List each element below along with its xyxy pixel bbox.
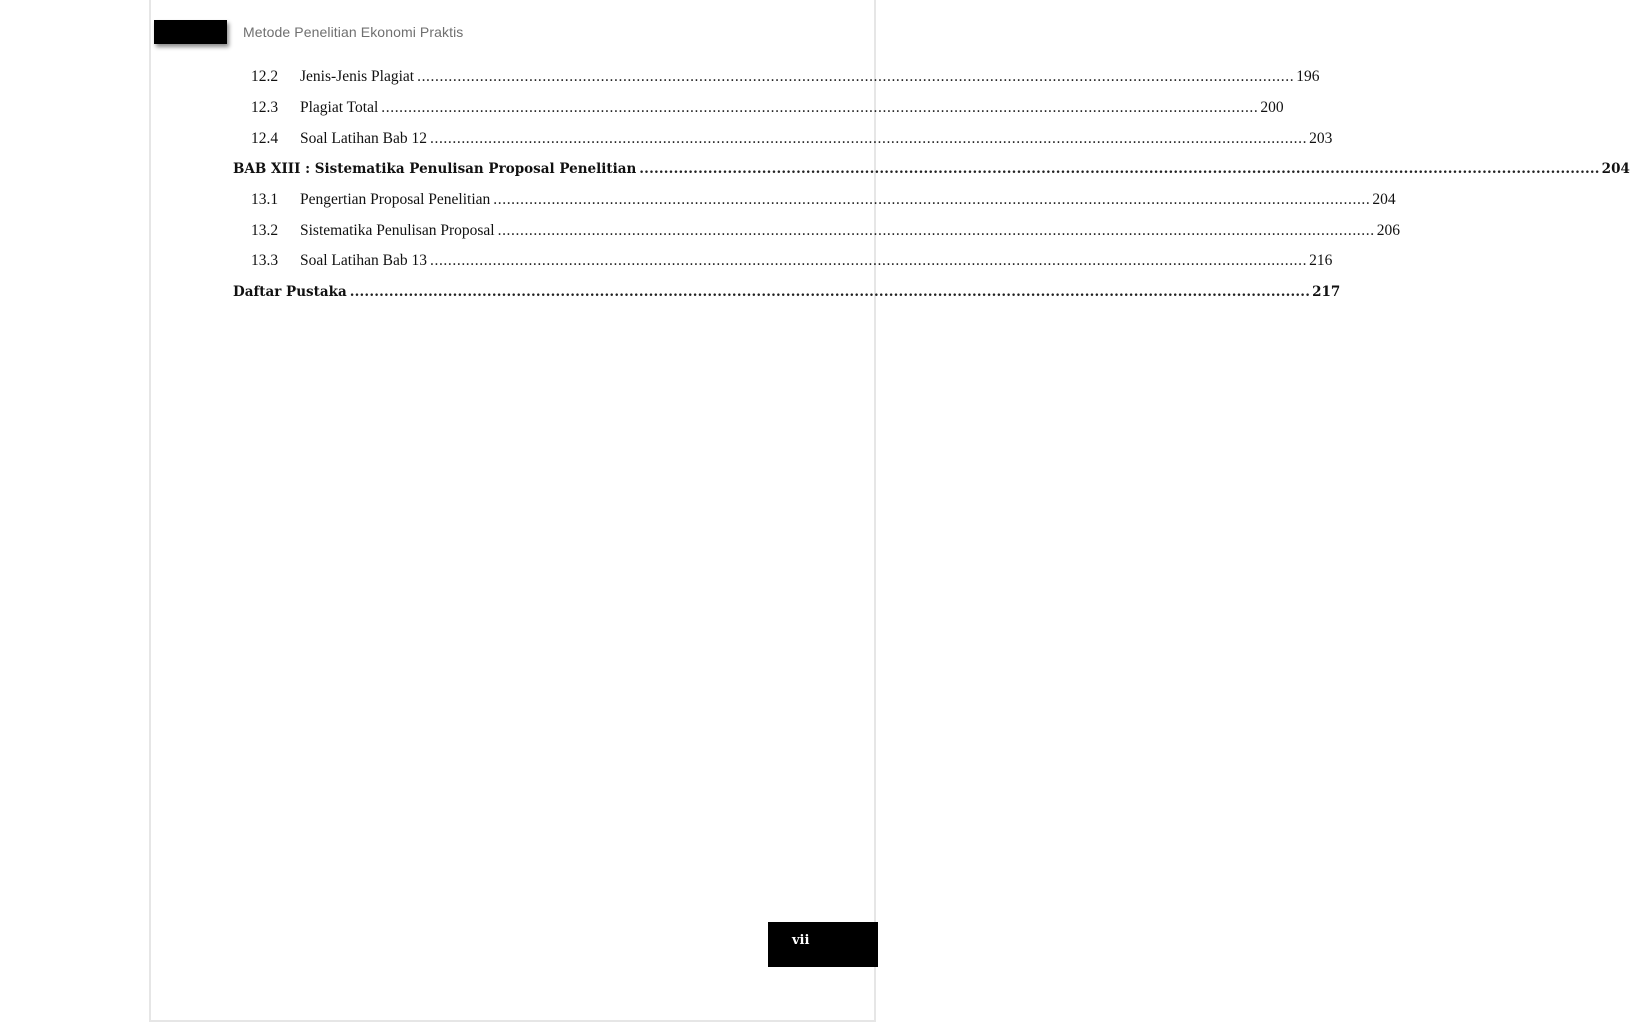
toc-entry-13-3 xyxy=(233,246,1333,277)
toc-leader-dots: .................................................................................................................................................................................................... xyxy=(417,68,1295,86)
toc-page-number: 204 xyxy=(1372,191,1396,209)
toc-section-title: Soal Latihan Bab 13 xyxy=(300,252,427,270)
toc-leader-dots: .................................................................................................................................................................................................... xyxy=(430,252,1308,270)
table-of-contents xyxy=(233,62,1630,308)
toc-page-number: 196 xyxy=(1296,68,1320,86)
toc-chapter-bab-xiii xyxy=(233,154,1630,185)
toc-page-number: 216 xyxy=(1309,252,1333,270)
toc-leader-dots: .................................................................................................................................................................................................... xyxy=(430,129,1308,147)
toc-entry-13-2 xyxy=(233,215,1400,246)
toc-section-number: 12.2 xyxy=(251,68,279,86)
header-bar xyxy=(154,20,227,44)
page-number: vii xyxy=(792,933,810,948)
toc-entry-12-4 xyxy=(233,123,1333,154)
toc-leader-dots: .................................................................................................................................................................................................... xyxy=(381,99,1259,117)
toc-page-number: 217 xyxy=(1312,284,1341,301)
book-page xyxy=(149,0,1630,1022)
toc-leader-dots: .................................................................................................................................................................................................... xyxy=(493,191,1371,209)
toc-section-title: Plagiat Total xyxy=(300,99,379,117)
toc-section-title: Sistematika Penulisan Proposal xyxy=(300,221,495,239)
toc-page-number: 204 xyxy=(1601,161,1630,178)
toc-entry-13-1 xyxy=(233,185,1396,216)
toc-section-number: 12.3 xyxy=(251,99,279,117)
toc-entry-12-3 xyxy=(233,93,1284,124)
toc-section-number: 13.3 xyxy=(251,252,279,270)
running-header-title: Metode Penelitian Ekonomi Praktis xyxy=(243,24,464,40)
toc-section-number: 12.4 xyxy=(251,129,279,147)
toc-chapter-title: Daftar Pustaka xyxy=(233,284,347,301)
toc-leader-dots: .................................................................................................................................................................................................... xyxy=(497,221,1375,239)
toc-section-number: 13.1 xyxy=(251,191,279,209)
toc-daftar-pustaka xyxy=(233,277,1341,308)
toc-section-title: Soal Latihan Bab 12 xyxy=(300,129,427,147)
toc-entry-12-2 xyxy=(233,62,1320,93)
toc-page-number: 200 xyxy=(1260,99,1284,117)
toc-page-number: 203 xyxy=(1309,129,1333,147)
toc-page-number: 206 xyxy=(1376,221,1400,239)
toc-section-number: 13.2 xyxy=(251,221,279,239)
toc-leader-dots: .................................................................................................................................................................................................... xyxy=(349,284,1311,301)
toc-chapter-title: BAB XIII : Sistematika Penulisan Proposal Penelitian xyxy=(233,161,637,178)
toc-section-title: Jenis-Jenis Plagiat xyxy=(300,68,415,86)
toc-leader-dots: .................................................................................................................................................................................................... xyxy=(639,161,1600,178)
footer-page-box xyxy=(768,922,878,967)
toc-section-title: Pengertian Proposal Penelitian xyxy=(300,191,491,209)
